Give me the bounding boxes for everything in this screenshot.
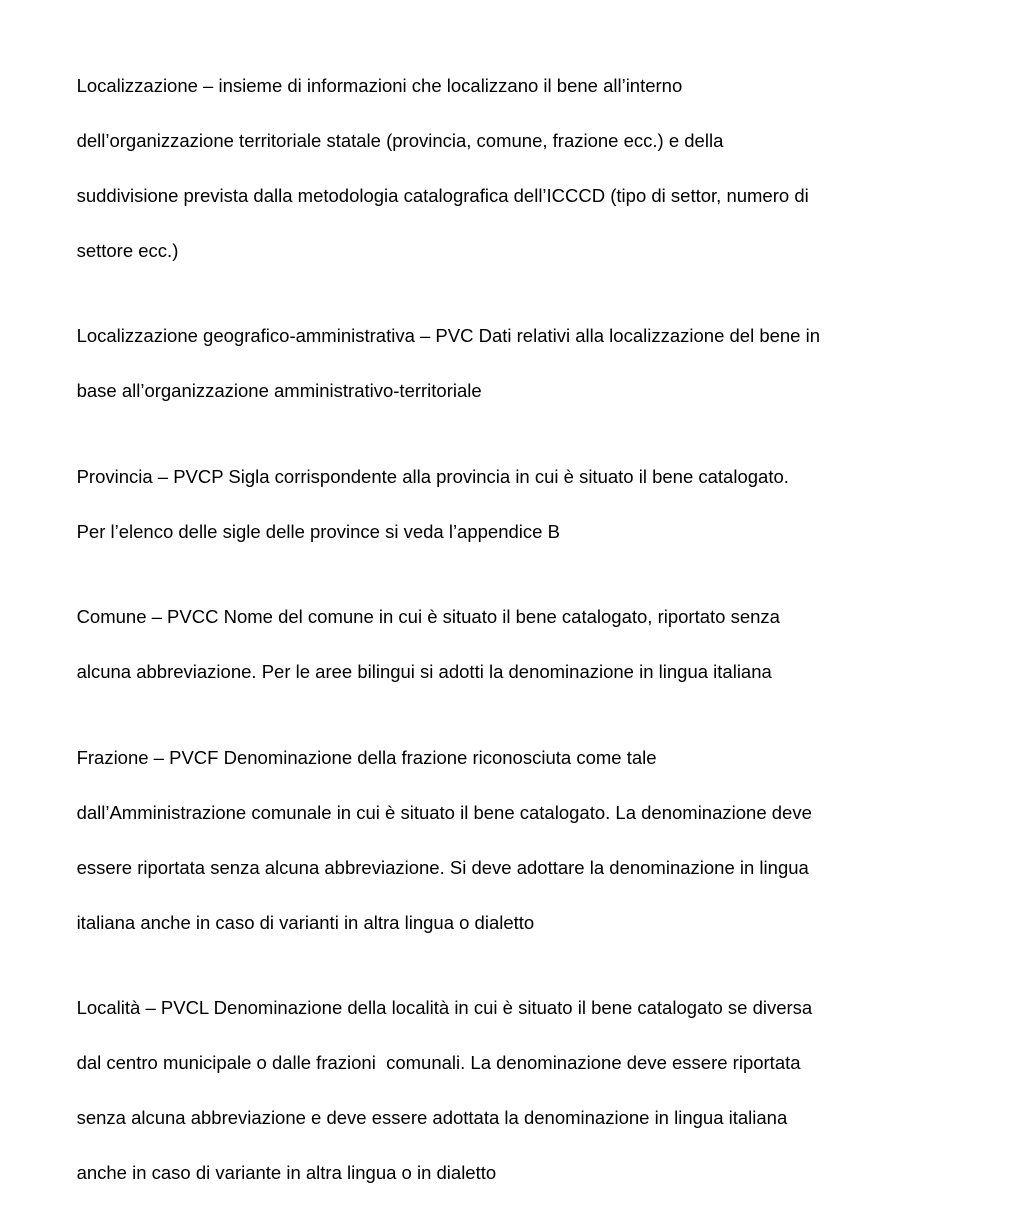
text-line: dall’Amministrazione comunale in cui è situato il bene catalogato. La denominazione deve bbox=[76, 801, 812, 823]
text-line: Provincia – PVCP Sigla corrispondente alla provincia in cui è situato il bene catalogato. bbox=[76, 465, 789, 487]
paragraph-comune bbox=[56, 576, 976, 714]
text-line: dal centro municipale o dalle frazioni comunali. La denominazione deve essere riportata bbox=[76, 1052, 801, 1073]
paragraph-localita bbox=[56, 967, 976, 1215]
text-line: base all’organizzazione amministrativo-territoriale bbox=[76, 380, 482, 401]
text-line: dell’organizzazione territoriale statale (provincia, comune, frazione ecc.) e della bbox=[76, 129, 724, 151]
paragraph-provincia bbox=[56, 435, 976, 573]
text-line: italiana anche in caso di varianti in altra lingua o dialetto bbox=[76, 911, 535, 933]
text-line: Localizzazione geografico-amministrativa – PVC Dati relativi alla localizzazione del bene in bbox=[76, 325, 821, 346]
text-line: Comune – PVCC Nome del comune in cui è situato il bene catalogato, riportato senza bbox=[76, 606, 780, 627]
text-line: suddivisione prevista dalla metodologia catalografica dell’ICCCD (tipo di settor, numero di bbox=[76, 184, 809, 206]
text-line: essere riportata senza alcuna abbreviazione. Si deve adottare la denominazione in lingua bbox=[76, 856, 809, 878]
text-line: Località – PVCL Denominazione della località in cui è situato il bene catalogato se diversa bbox=[76, 997, 813, 1018]
paragraph-localizzazione bbox=[56, 44, 976, 292]
text-line: Localizzazione – insieme di informazioni che localizzano il bene all’interno bbox=[76, 74, 683, 96]
text-line: alcuna abbreviazione. Per le aree bilingui si adotti la denominazione in lingua italiana bbox=[76, 661, 772, 682]
text-line: senza alcuna abbreviazione e deve essere adottata la denominazione in lingua italiana bbox=[76, 1107, 788, 1128]
text-line: settore ecc.) bbox=[76, 239, 179, 261]
paragraph-localizzazione-geografico-amministrativa bbox=[56, 295, 976, 433]
text-line: Frazione – PVCF Denominazione della frazione riconosciuta come tale bbox=[76, 746, 657, 768]
paragraph-frazione bbox=[56, 716, 976, 964]
text-line: Per l’elenco delle sigle delle province si veda l’appendice B bbox=[76, 520, 560, 542]
slide-body bbox=[56, 44, 976, 1217]
text-line: anche in caso di variante in altra lingua o in dialetto bbox=[76, 1162, 497, 1183]
